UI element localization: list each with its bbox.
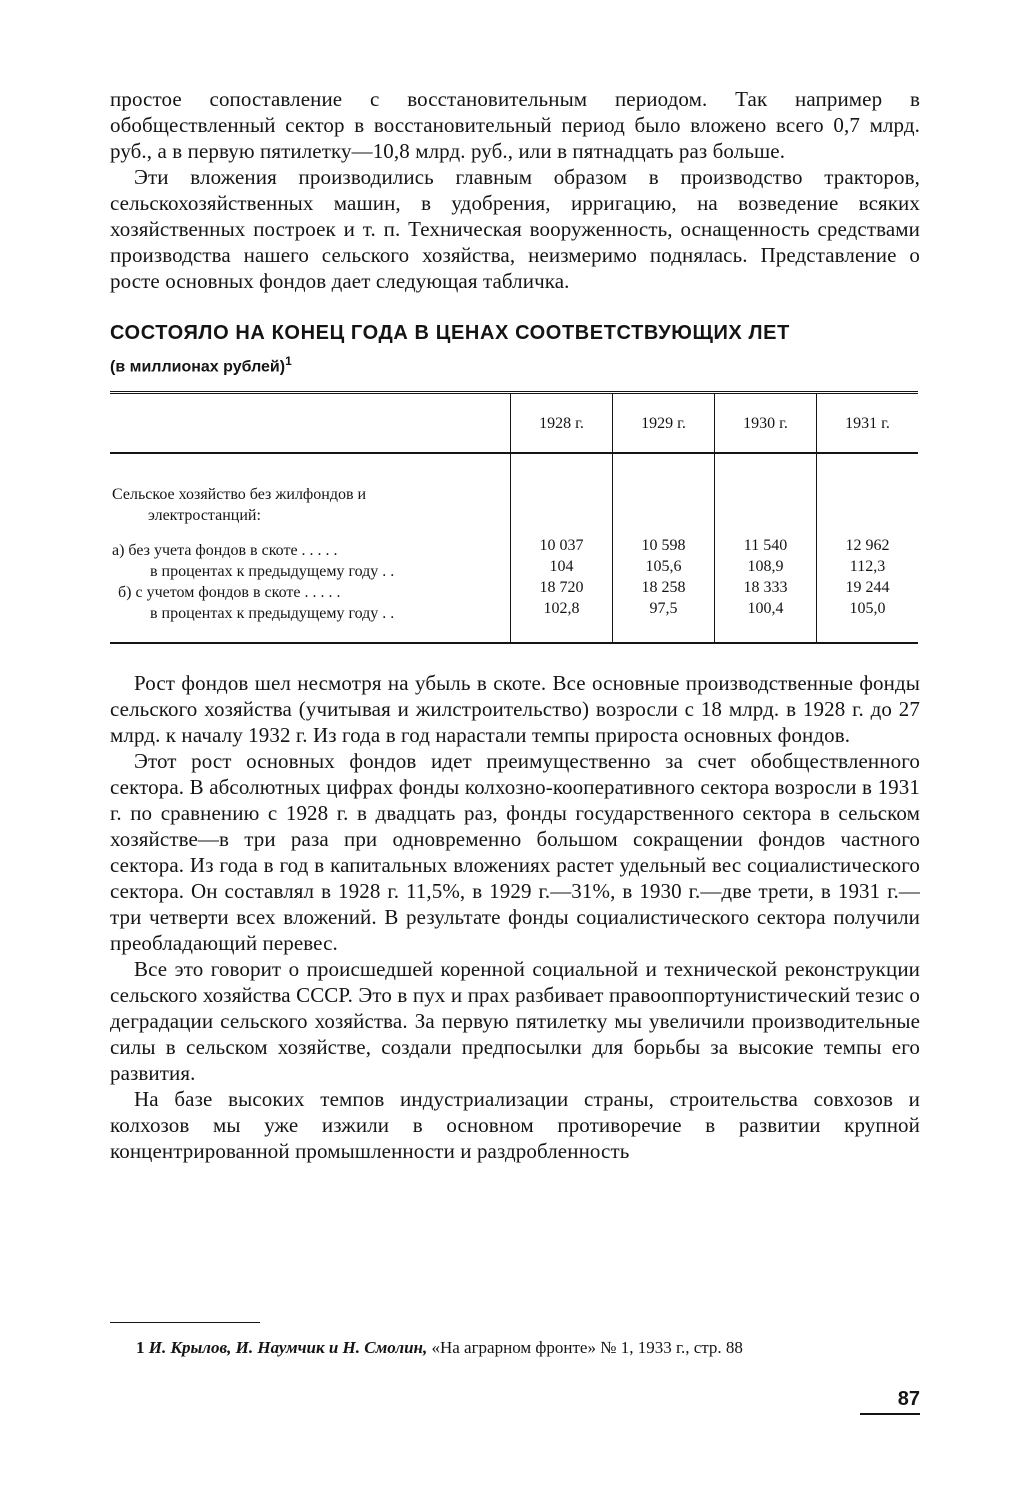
table-cell: 108,9 <box>747 558 784 576</box>
footnote-rule <box>110 1322 260 1323</box>
footnote-source: «На аграрном фронте» № 1, 1933 г., стр. 88 <box>431 1338 743 1357</box>
group-label-line-2: электростанций: <box>148 507 261 525</box>
table-cell: 102,8 <box>543 600 580 618</box>
column-header-1929: 1929 г. <box>613 393 715 454</box>
table-cell: 18 258 <box>641 579 686 597</box>
column-1928 <box>511 453 613 643</box>
row-label-a-percent: в процентах к предыдущему году . . <box>150 563 395 581</box>
column-1931 <box>817 453 919 643</box>
table-cell: 11 540 <box>743 537 788 555</box>
intro-paragraph-2: Эти вложения производились главным образом в производство тракторов, сельскохозяйственных машин, в удобрения, ирригацию, на возведение всяких хозяйственных построек и т. п. Техническая вооруженность, оснащенность средствами производства нашего сельского хозяйства, неизмеримо поднялась. Представление о росте основных фондов дает следующая табличка. <box>110 165 920 293</box>
row-label-b-percent: в процентах к предыдущему году . . <box>150 605 395 623</box>
column-1930 <box>715 453 817 643</box>
intro-paragraph-1: простое сопоставление с восстановительным периодом. Так например в обобществленный сектор в восстановительный период было вложено всего 0,7 млрд. руб., а в первую пятилетку—10,8 млрд. руб., или в пятнадцать раз больше. <box>110 87 920 163</box>
table-cell: 18 720 <box>539 579 584 597</box>
table-title: СОСТОЯЛО НА КОНЕЦ ГОДА В ЦЕНАХ СООТВЕТСТВУЮЩИХ ЛЕТ <box>110 322 790 344</box>
main-paragraph-3: Все это говорит о происшедшей коренной социальной и технической реконструкции сельского хозяйства СССР. Это в пух и прах разбивает правооппортунистический тезис о деградации сельского хозяйства. За первую пятилетку мы увеличили производительные силы в сельском хозяйстве, создали предпосылки для борьбы за высокие темпы его развития. <box>110 957 920 1086</box>
page-number: 87 <box>860 1388 920 1415</box>
table-subtitle-text: (в миллионах рублей) <box>110 358 286 376</box>
group-label-line-1: Сельское хозяйство без жилфондов и <box>112 486 367 504</box>
table-cell: 104 <box>549 558 574 576</box>
footnote-authors: И. Крылов, И. Наумчик и Н. Смолин, <box>148 1338 428 1357</box>
table-cell: 105,6 <box>645 558 682 576</box>
table-stub-header <box>110 393 511 454</box>
table-cell: 10 598 <box>641 537 686 555</box>
table-cell: 97,5 <box>649 600 678 618</box>
main-paragraph-2: Этот рост основных фондов идет преимущественно за счет обобществленного сектора. В абсолютных цифрах фонды колхозно-кооперативного сектора возросли в 1931 г. по сравнению с 1928 г. в двадцать раз, фонды государственного сектора в сельском хозяйстве—в три раза при одновременно большом сокращении фондов частного сектора. Из года в год в капитальных вложениях растет удельный вес социалистического сектора. Он составлял в 1928 г. 11,5%, в 1929 г.—31%, в 1930 г.—две трети, в 1931 г.—три четверти всех вложений. В результате фонды социалистического сектора получили преобладающий перевес. <box>110 749 920 956</box>
table-footnote-mark: 1 <box>285 354 292 368</box>
row-label-b: б) с учетом фондов в скоте . . . . . <box>118 584 341 602</box>
footnote <box>136 1337 926 1359</box>
table-cell: 112,3 <box>849 558 886 576</box>
column-header-1928: 1928 г. <box>511 393 613 454</box>
table-cell: 100,4 <box>747 600 784 618</box>
main-paragraph-4: На базе высоких темпов индустриализации страны, строительства совхозов и колхозов мы уже изжили в основном противоречие в развитии крупной концентрированной промышленности и раздробленность <box>110 1087 920 1164</box>
table-cell: 10 037 <box>539 537 584 555</box>
column-header-1931: 1931 г. <box>817 393 919 454</box>
table-cell: 19 244 <box>845 579 890 597</box>
fund-table <box>110 391 918 644</box>
column-header-1930: 1930 г. <box>715 393 817 454</box>
page-body <box>110 86 920 1164</box>
main-paragraph-1: Рост фондов шел несмотря на убыль в скоте. Все основные производственные фонды сельского хозяйства (учитывая и жилстроительство) возросли с 18 млрд. в 1928 г. до 27 млрд. к началу 1932 г. Из года в год нарастали темпы прироста основных фондов. <box>110 671 920 748</box>
table-subtitle <box>110 351 920 377</box>
column-1929 <box>613 453 715 643</box>
table-cell: 12 962 <box>845 537 890 555</box>
table-stub-column <box>110 453 511 643</box>
row-label-a: а) без учета фондов в скоте . . . . . <box>112 542 338 560</box>
table-cell: 105,0 <box>849 600 886 618</box>
footnote-mark: 1 <box>136 1338 145 1357</box>
table-cell: 18 333 <box>743 579 788 597</box>
